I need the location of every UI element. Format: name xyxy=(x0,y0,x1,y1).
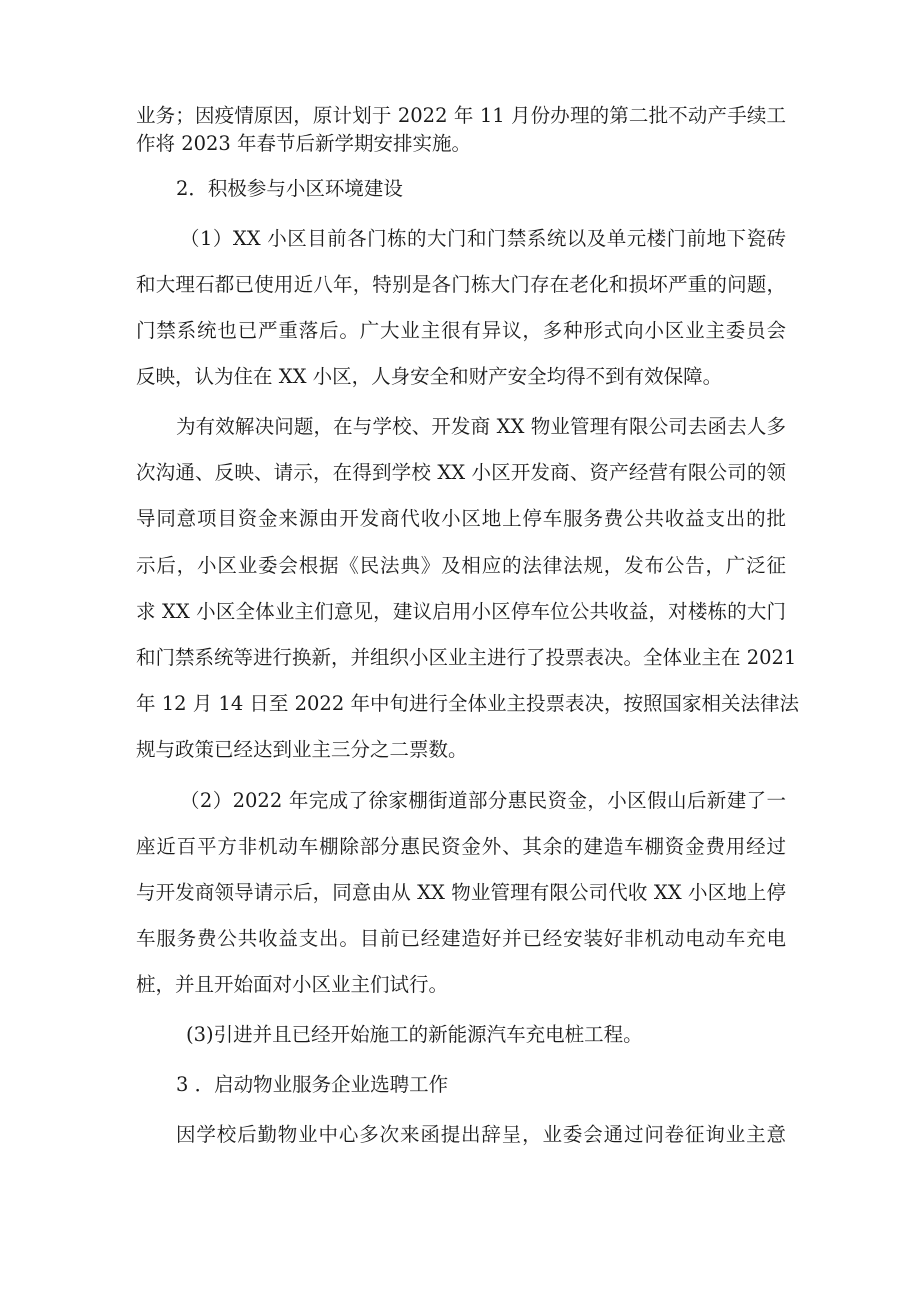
text-line: (3)引进并且已经开始施工的新能源汽车充电桩工程。 xyxy=(186,1023,643,1046)
text-line: 年 12 月 14 日至 2022 年中旬进行全体业主投票表决，按照国家相关法律法 xyxy=(136,692,799,715)
text-line: 桩，并且开始面对小区业主们试行。 xyxy=(136,973,449,996)
section-heading: 3 ．启动物业服务企业选聘工作 xyxy=(176,1073,449,1096)
text-line: （1）XX 小区目前各门栋的大门和门禁系统以及单元楼门前地下瓷砖 xyxy=(180,227,786,250)
text-line: 业务；因疫情原因，原计划于 2022 年 11 月份办理的第二批不动产手续工 xyxy=(136,104,786,127)
text-line: （2）2022 年完成了徐家棚街道部分惠民资金，小区假山后新建了一 xyxy=(180,789,786,812)
text-line: 示后，小区业委会根据《民法典》及相应的法律法规，发布公告，广泛征 xyxy=(136,554,786,577)
text-line: 次沟通、反映、请示，在得到学校 XX 小区开发商、资产经营有限公司的领 xyxy=(136,461,786,484)
text-line: 车服务费公共收益支出。目前已经建造好并已经安装好非机动电动车充电 xyxy=(136,927,786,950)
text-line: 和门禁系统等进行换新，并组织小区业主进行了投票表决。全体业主在 2021 xyxy=(136,646,797,669)
text-line: 反映，认为住在 XX 小区，人身安全和财产安全均得不到有效保障。 xyxy=(136,365,723,388)
text-line: 和大理石都已使用近八年，特别是各门栋大门存在老化和损坏严重的问题， xyxy=(136,273,786,296)
text-line: 求 XX 小区全体业主们意见，建议启用小区停车位公共收益，对楼栋的大门 xyxy=(136,600,786,623)
text-line: 门禁系统也已严重落后。广大业主很有异议，多种形式向小区业主委员会 xyxy=(136,319,786,342)
text-line: 与开发商领导请示后，同意由从 XX 物业管理有限公司代收 XX 小区地上停 xyxy=(136,881,786,904)
text-line: 作将 2023 年春节后新学期安排实施。 xyxy=(136,132,472,155)
text-line: 规与政策已经达到业主三分之二票数。 xyxy=(136,738,468,761)
text-line: 因学校后勤物业中心多次来函提出辞呈，业委会通过问卷征询业主意 xyxy=(176,1123,786,1146)
section-heading: 2．积极参与小区环境建设 xyxy=(176,177,403,200)
text-line: 为有效解决问题，在与学校、开发商 XX 物业管理有限公司去函去人多 xyxy=(176,415,786,438)
text-line: 导同意项目资金来源由开发商代收小区地上停车服务费公共收益支出的批 xyxy=(136,507,786,530)
text-line: 座近百平方非机动车棚除部分惠民资金外、其余的建造车棚资金费用经过 xyxy=(136,835,786,858)
